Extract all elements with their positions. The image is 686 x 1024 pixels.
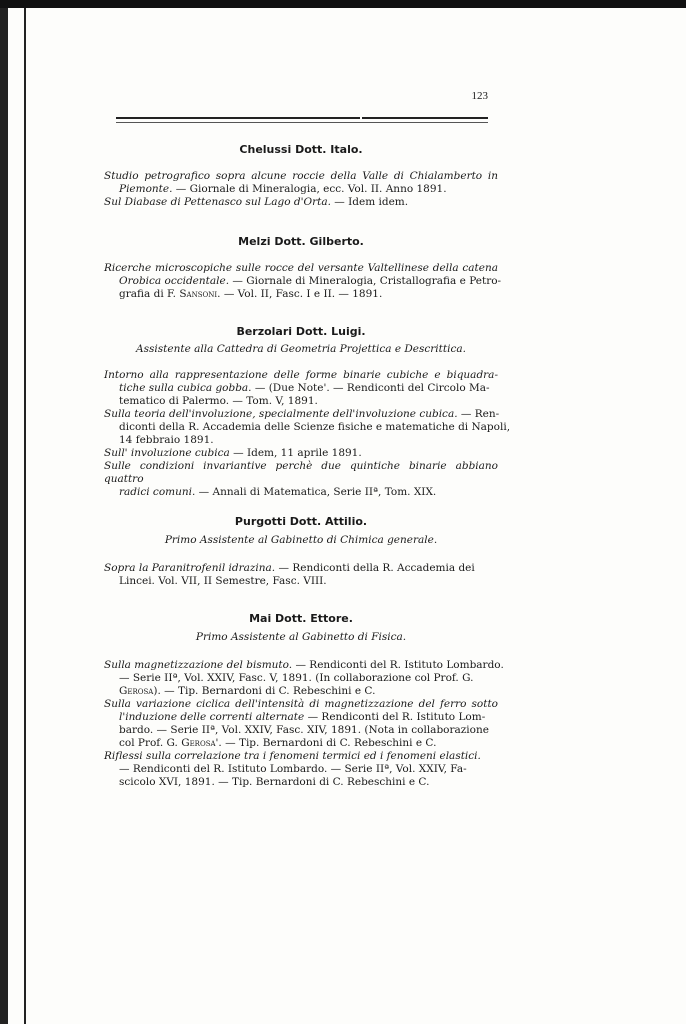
person-name: Sansoni <box>179 288 218 300</box>
person-name: Gerosa <box>119 685 154 697</box>
work-title: tiche sulla cubica gobba. <box>119 382 252 394</box>
work-title: Intorno alla rappresentazione delle forme binarie cubiche e biquadra- <box>104 369 498 381</box>
publication-info: — Giornale di Mineralogia, Cristallografia e Petro- <box>229 275 502 287</box>
header-rule <box>116 117 360 119</box>
bib-line <box>104 711 498 724</box>
binding-shadow <box>0 0 8 1024</box>
work-title: Sulla variazione ciclica dell'intensità di magnetizzazione del ferro sotto <box>104 698 498 710</box>
bibliography-block <box>104 262 502 301</box>
publication-info: — Idem idem. <box>330 196 409 208</box>
work-title: Sulla teoria dell'involuzione, specialmente dell'involuzione cubica. <box>104 408 458 420</box>
work-title: Sopra la Paranitrofenil idrazina. <box>104 562 276 574</box>
bib-line <box>104 486 498 499</box>
person-name: Gerosa <box>181 737 216 749</box>
work-title: radici comuni. <box>119 486 196 498</box>
author-role: Assistente alla Cattedra di Geometria Projettica e Descrittica. <box>136 343 466 355</box>
work-title: Studio petrografico sopra alcune roccie della Valle di Chialamberto in <box>104 170 498 182</box>
work-title: Sulle condizioni invariantive perchè due quintiche binarie abbiano quattro <box>104 460 498 485</box>
work-title: Sull' involuzione cubica <box>104 447 230 459</box>
author-role: Primo Assistente al Gabinetto di Fisica. <box>195 631 407 643</box>
publication-info: — Rendiconti del R. Istituto Lombardo. <box>292 659 504 671</box>
bib-line <box>104 196 498 209</box>
publication-info: — Ren- <box>457 408 500 420</box>
bib-line <box>104 776 498 789</box>
work-title: Sulla magnetizzazione del bismuto. <box>104 659 293 671</box>
bib-line <box>104 421 511 434</box>
publication-info: scicolo XVI, 1891. — Tip. Bernardoni di C. Rebeschini e C. <box>119 776 430 788</box>
publication-info: . — Vol. II, Fasc. I e II. — 1891. <box>217 288 383 300</box>
publication-info: 14 febbraio 1891. <box>119 434 214 446</box>
work-title: Orobica occidentale. <box>119 275 230 287</box>
bib-line <box>104 750 498 763</box>
publication-info: '. — Tip. Bernardoni di C. Rebeschini e C. <box>215 737 437 749</box>
bib-line <box>104 460 498 486</box>
bib-line <box>104 698 498 711</box>
bib-line <box>104 562 498 575</box>
bib-line <box>104 369 498 382</box>
bib-line <box>104 434 498 447</box>
work-title: Sul Diabase di Pettenasco sul Lago d'Orta. <box>104 196 331 208</box>
bib-line <box>104 672 498 685</box>
publication-info: — (Due Note'. — Rendiconti del Circolo Ma- <box>251 382 490 394</box>
bib-line <box>104 737 498 750</box>
publication-info: — Rendiconti del R. Istituto Lombardo. — Serie IIª, Vol. XXIV, Fa- <box>119 763 467 775</box>
header-rule <box>362 117 488 119</box>
publication-info: col Prof. G. <box>119 737 182 749</box>
bib-line <box>104 575 498 588</box>
bibliography-block <box>104 369 511 499</box>
bibliography-block <box>104 659 504 789</box>
publication-info: Lincei. Vol. VII, II Semestre, Fasc. VIII. <box>119 575 327 587</box>
author-heading: Mai Dott. Ettore. <box>249 612 353 625</box>
author-heading: Purgotti Dott. Attilio. <box>234 515 368 528</box>
work-title: l'induzione delle correnti alternate <box>119 711 305 723</box>
publication-info: — Rendiconti del R. Istituto Lom- <box>304 711 486 723</box>
publication-info: — Idem, 11 aprile 1891. <box>229 447 362 459</box>
bib-line <box>104 408 498 421</box>
work-title: Ricerche microscopiche sulle rocce del versante Valtellinese della catena <box>104 262 498 274</box>
bib-line <box>104 382 498 395</box>
publication-info: bardo. — Serie IIª, Vol. XXIV, Fasc. XIV, 1891. (Nota in collaborazione <box>119 724 489 736</box>
bib-line <box>104 288 498 301</box>
author-role: Primo Assistente al Gabinetto di Chimica generale. <box>164 534 438 546</box>
publication-info: diconti della R. Accademia delle Scienze fisiche e matematiche di Napoli, <box>119 421 511 433</box>
publication-info: ). — Tip. Bernardoni di C. Rebeschini e C. <box>153 685 376 697</box>
bib-line <box>104 395 498 408</box>
publication-info: — Giornale di Mineralogia, ecc. Vol. II. Anno 1891. <box>172 183 447 195</box>
top-scan-edge <box>0 0 686 8</box>
publication-info: — Serie IIª, Vol. XXIV, Fasc. V, 1891. (In collaborazione col Prof. G. <box>119 672 474 684</box>
header-rule-thin <box>116 122 488 123</box>
author-heading: Melzi Dott. Gilberto. <box>238 235 364 248</box>
publication-info: grafia di F. <box>119 288 180 300</box>
bib-line <box>104 685 498 698</box>
bib-line <box>104 724 498 737</box>
author-heading: Chelussi Dott. Italo. <box>239 143 363 156</box>
bib-line <box>104 659 504 672</box>
bib-line <box>104 262 498 275</box>
work-title: Piemonte. <box>119 183 173 195</box>
publication-info: tematico di Palermo. — Tom. V, 1891. <box>119 395 318 407</box>
bib-line <box>104 170 498 183</box>
bib-line <box>104 763 498 776</box>
bibliography-block <box>104 170 498 209</box>
publication-info: — Annali di Matematica, Serie IIª, Tom. XIX. <box>195 486 437 498</box>
publication-info: — Rendiconti della R. Accademia dei <box>275 562 475 574</box>
bib-line <box>104 275 502 288</box>
page-number: 123 <box>471 90 488 102</box>
bib-line <box>104 183 498 196</box>
author-heading: Berzolari Dott. Luigi. <box>236 325 366 338</box>
work-title: Riflessi sulla correlazione tra i fenomeni termici ed i fenomeni elastici. <box>104 750 481 762</box>
bib-line <box>104 447 498 460</box>
bibliography-block <box>104 562 498 588</box>
